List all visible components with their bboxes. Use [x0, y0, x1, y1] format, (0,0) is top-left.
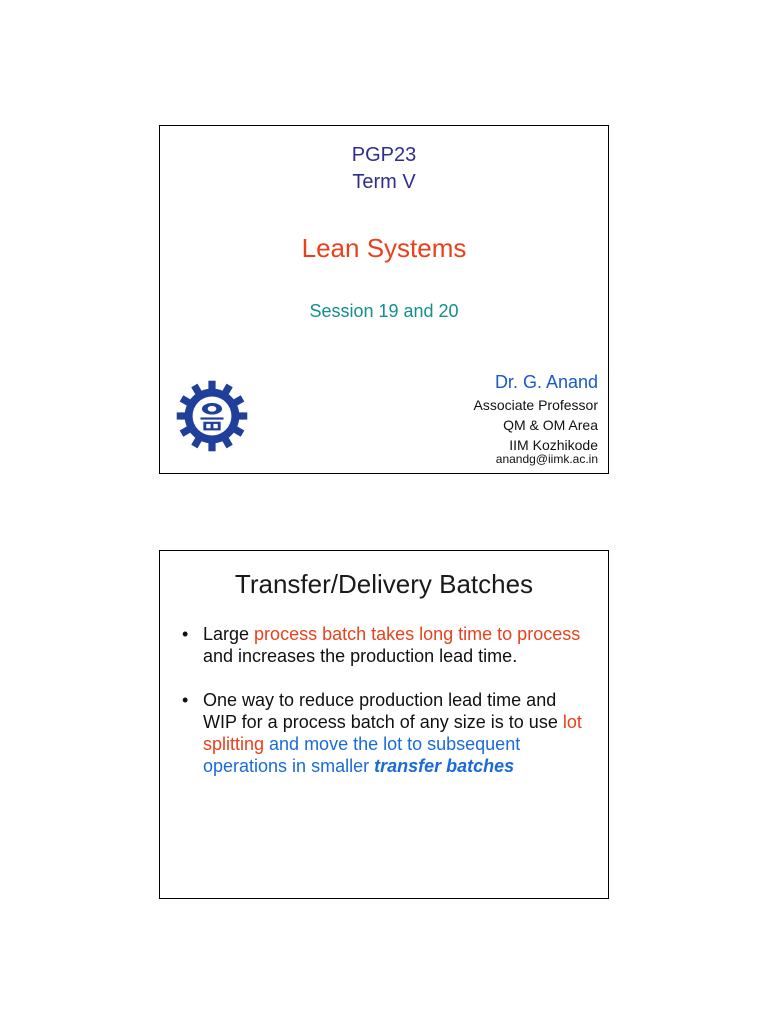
bullet-item	[182, 689, 594, 777]
content-slide	[159, 550, 609, 899]
presenter-designation: Associate Professor	[473, 397, 598, 413]
institute-seal-icon	[176, 380, 248, 452]
bullet-item	[182, 623, 594, 667]
bullet-list	[182, 623, 594, 777]
title-slide	[159, 125, 609, 474]
session-label: Session 19 and 20	[309, 301, 459, 321]
slide-title: Lean Systems	[301, 233, 467, 263]
bullet-text: One way to reduce production lead time and WIP for a process batch of any size is to use	[203, 690, 563, 732]
bullet-text: Large	[203, 624, 255, 644]
presenter-institute: IIM Kozhikode	[509, 437, 598, 453]
bullet-text: and increases the production lead time.	[203, 646, 518, 666]
slide-title: Transfer/Delivery Batches	[234, 569, 534, 599]
bullet-highlight: and move the lot to subsequent operations in smaller	[203, 734, 521, 776]
presenter-email: anandg@iimk.ac.in	[495, 452, 598, 466]
term-label: Term V	[352, 171, 416, 193]
bullet-highlight: process batch takes long time to process	[254, 624, 581, 644]
bullet-highlight: lot splitting	[203, 712, 582, 754]
bullet-emphasis: transfer batches	[374, 756, 515, 776]
course-code: PGP23	[351, 144, 417, 166]
presenter-name: Dr. G. Anand	[494, 372, 598, 392]
presenter-area: QM & OM Area	[503, 417, 598, 433]
